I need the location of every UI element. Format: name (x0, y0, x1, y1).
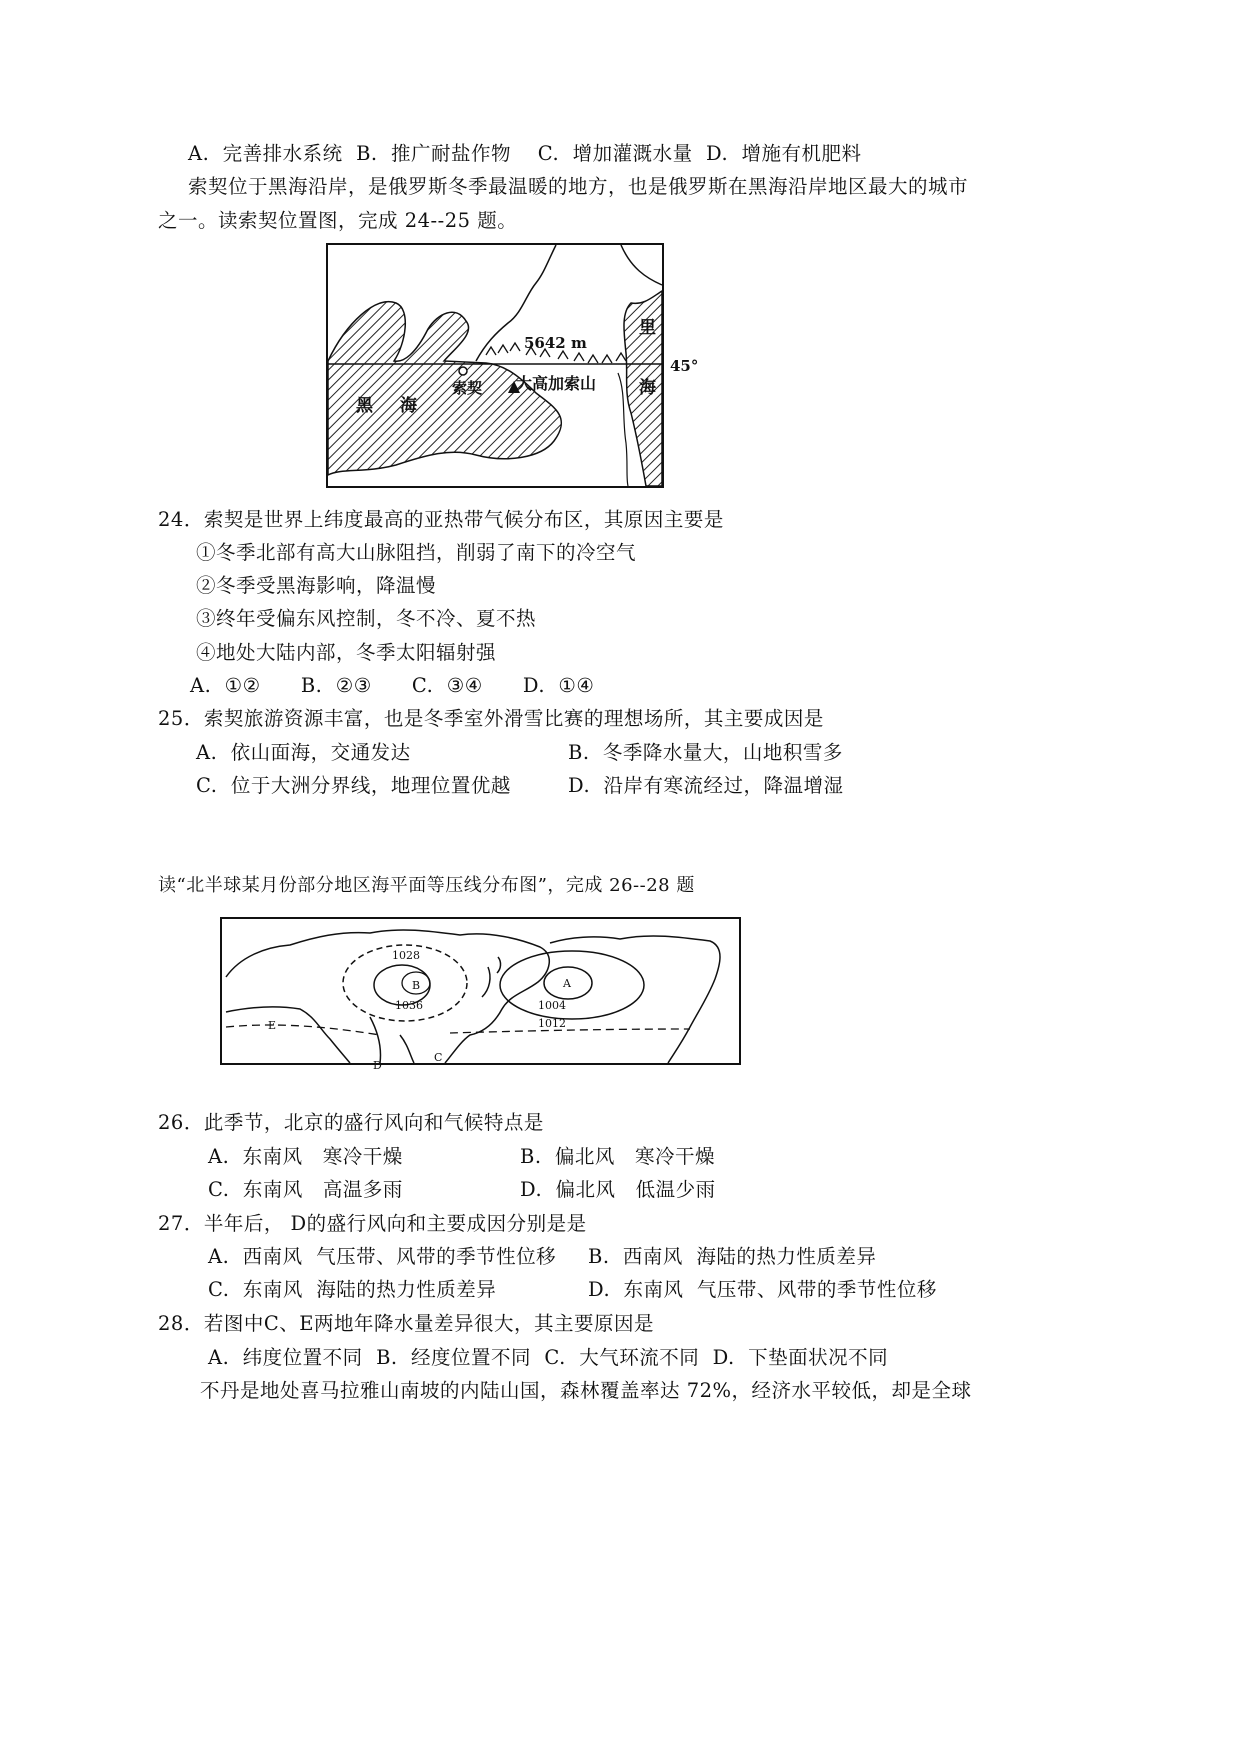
sochi-intro-line1: 索契位于黑海沿岸，是俄罗斯冬季最温暖的地方，也是俄罗斯在黑海沿岸地区最大的城市 (188, 175, 969, 198)
q26-option-a: A. 东南风 寒冷干燥 (208, 1145, 403, 1168)
isobar-map-frame (221, 918, 740, 1064)
q24-statement-1: ①冬季北部有高大山脉阻挡，削弱了南下的冷空气 (196, 541, 637, 564)
q25-stem: 25．索契旅游资源丰富，也是冬季室外滑雪比赛的理想场所，其主要成因是 (158, 707, 824, 730)
sochi-location-map (326, 243, 699, 488)
black-sea-label-2: 海 (400, 396, 417, 416)
elevation-label: 5642 m (524, 334, 587, 352)
label-c: C (434, 1051, 443, 1064)
label-e: E (268, 1019, 277, 1032)
q23-options: A. 完善排水系统 B. 推广耐盐作物 C. 增加灌溉水量 D. 增施有机肥料 (188, 142, 862, 165)
q26-option-c: C. 东南风 高温多雨 (208, 1178, 403, 1201)
q24-statement-3: ③终年受偏东风控制，冬不冷、夏不热 (196, 607, 537, 630)
caspian-sea-label-1: 里 (639, 318, 656, 338)
q24-options: A. ①② B. ②③ C. ③④ D. ①④ (190, 674, 595, 697)
q27-option-b: B. 西南风 海陆的热力性质差异 (588, 1245, 877, 1268)
q25-option-d: D. 沿岸有寒流经过，降温增湿 (568, 774, 844, 797)
bhutan-intro: 不丹是地处喜马拉雅山南坡的内陆山国，森林覆盖率达 72%，经济水平较低，却是全球 (200, 1379, 972, 1402)
isobar-intro: 读“北半球某月份部分地区海平面等压线分布图”，完成 26--28 题 (158, 875, 695, 896)
q28-options: A. 纬度位置不同 B. 经度位置不同 C. 大气环流不同 D. 下垫面状况不同 (208, 1346, 889, 1369)
isobar-map (220, 917, 741, 1072)
q24-statement-2: ②冬季受黑海影响，降温慢 (196, 574, 437, 597)
q24-statement-4: ④地处大陆内部，冬季太阳辐射强 (196, 641, 497, 664)
isobar-map-svg (220, 917, 741, 1072)
q25-option-c: C. 位于大洲分界线，地理位置优越 (196, 774, 511, 797)
q26-option-d: D. 偏北风 低温少雨 (520, 1178, 716, 1201)
label-b: B (412, 979, 421, 992)
label-1036: 1036 (395, 999, 423, 1012)
q26-stem: 26．此季节，北京的盛行风向和气候特点是 (158, 1111, 544, 1134)
sochi-map-svg (326, 243, 664, 488)
q28-stem: 28．若图中C、E两地年降水量差异很大，其主要原因是 (158, 1312, 654, 1335)
q27-option-c: C. 东南风 海陆的热力性质差异 (208, 1278, 497, 1301)
q25-option-b: B. 冬季降水量大，山地积雪多 (568, 741, 843, 764)
sochi-intro-line2: 之一。读索契位置图，完成 24--25 题。 (158, 209, 518, 232)
sochi-city-marker (459, 367, 467, 375)
mountain-label: 大高加索山 (516, 374, 597, 393)
q27-option-d: D. 东南风 气压带、风带的季节性位移 (588, 1278, 937, 1301)
label-a: A (563, 977, 571, 990)
black-sea-label-1: 黑 (356, 396, 373, 416)
caspian-sea-label-2: 海 (639, 378, 656, 398)
q27-option-a: A. 西南风 气压带、风带的季节性位移 (208, 1245, 557, 1268)
sochi-label: 索契 (452, 379, 483, 397)
q26-option-b: B. 偏北风 寒冷干燥 (520, 1145, 716, 1168)
q24-stem: 24．索契是世界上纬度最高的亚热带气候分布区，其原因主要是 (158, 508, 724, 531)
label-d: D (373, 1059, 382, 1072)
q27-stem: 27．半年后， D的盛行风向和主要成因分别是是 (158, 1212, 587, 1235)
label-1012: 1012 (538, 1017, 566, 1030)
q25-option-a: A. 依山面海，交通发达 (196, 741, 411, 764)
label-1004: 1004 (538, 999, 566, 1012)
latitude-label: 45° (670, 357, 699, 375)
label-1028: 1028 (392, 949, 420, 962)
